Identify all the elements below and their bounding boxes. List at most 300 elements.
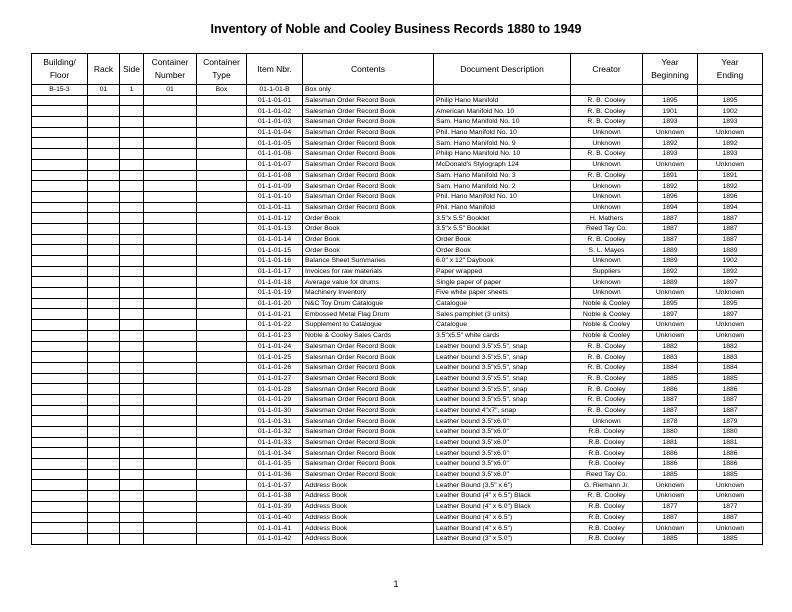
cell-year-ending: 1882	[698, 341, 763, 352]
cell-container-number	[144, 256, 197, 267]
cell-building-floor	[32, 362, 88, 373]
cell-document-description: Leather bound 3.5"x6.0"	[434, 437, 571, 448]
cell-contents: N&C Toy Drum Catalogue	[303, 298, 434, 309]
cell-year-beginning: Unknown	[643, 523, 698, 534]
cell-creator: R. B. Cooley	[571, 491, 643, 502]
cell-year-ending: 1895	[698, 95, 763, 106]
cell-container-type	[197, 95, 247, 106]
cell-container-number	[144, 384, 197, 395]
cell-rack	[88, 245, 120, 256]
cell-rack	[88, 330, 120, 341]
cell-building-floor	[32, 501, 88, 512]
cell-building-floor	[32, 352, 88, 363]
cell-contents: Salesman Order Record Book	[303, 170, 434, 181]
cell-document-description: 3.5"x5.5" white cards	[434, 330, 571, 341]
cell-document-description: Sam. Hano Manifold No. 2	[434, 181, 571, 192]
cell-building-floor	[32, 95, 88, 106]
cell-year-beginning: 1887	[643, 223, 698, 234]
table-row	[32, 256, 763, 267]
cell-rack	[88, 523, 120, 534]
cell-side	[120, 512, 144, 523]
cell-container-number	[144, 341, 197, 352]
column-header-text: Beginning	[651, 70, 689, 80]
cell-rack	[88, 427, 120, 438]
cell-rack	[88, 127, 120, 138]
table-row	[32, 362, 763, 373]
cell-contents: Salesman Order Record Book	[303, 127, 434, 138]
table-row	[32, 501, 763, 512]
cell-container-type	[197, 309, 247, 320]
cell-contents: Balance Sheet Summaries	[303, 256, 434, 267]
cell-year-beginning: 1881	[643, 437, 698, 448]
cell-item-nbr: 01-1-01-23	[247, 330, 303, 341]
table-header-row	[32, 54, 763, 85]
cell-year-beginning: 1889	[643, 256, 698, 267]
cell-side	[120, 320, 144, 331]
cell-contents: Salesman Order Record Book	[303, 352, 434, 363]
cell-container-type	[197, 245, 247, 256]
cell-side	[120, 170, 144, 181]
page-title: Inventory of Noble and Cooley Business Records 1880 to 1949	[210, 22, 582, 36]
cell-container-type	[197, 459, 247, 470]
cell-year-beginning: 1893	[643, 149, 698, 160]
cell-building-floor	[32, 437, 88, 448]
cell-creator: Unknown	[571, 181, 643, 192]
cell-item-nbr: 01-1-01-26	[247, 362, 303, 373]
cell-creator: Noble & Cooley	[571, 309, 643, 320]
cell-side	[120, 469, 144, 480]
cell-container-type	[197, 277, 247, 288]
cell-document-description: Leather bound 3.5"x5.5", snap	[434, 341, 571, 352]
cell-item-nbr: 01-1-01-09	[247, 181, 303, 192]
cell-container-type	[197, 416, 247, 427]
cell-container-type	[197, 427, 247, 438]
table-row	[32, 298, 763, 309]
cell-building-floor	[32, 512, 88, 523]
cell-rack	[88, 416, 120, 427]
cell-item-nbr: 01-1-01-41	[247, 523, 303, 534]
cell-container-type	[197, 330, 247, 341]
cell-year-beginning: 1892	[643, 138, 698, 149]
cell-document-description: Leather bound 3.5"x6.0"	[434, 459, 571, 470]
cell-container-number	[144, 170, 197, 181]
column-header-year-ending	[698, 54, 763, 85]
cell-item-nbr: 01-1-01-02	[247, 106, 303, 117]
cell-side	[120, 384, 144, 395]
cell-year-beginning: Unknown	[643, 288, 698, 299]
cell-year-beginning: 1887	[643, 405, 698, 416]
cell-building-floor	[32, 191, 88, 202]
cell-container-type	[197, 266, 247, 277]
cell-side	[120, 106, 144, 117]
cell-creator: S. L. Mayes	[571, 245, 643, 256]
cell-year-ending: Unknown	[698, 127, 763, 138]
cell-document-description: Philip Hano Manifold No. 10	[434, 149, 571, 160]
cell-rack	[88, 352, 120, 363]
cell-side	[120, 416, 144, 427]
cell-creator: Unknown	[571, 277, 643, 288]
cell-year-ending: 1884	[698, 362, 763, 373]
cell-document-description: Leather Bound (4" x 6.5")	[434, 512, 571, 523]
table-row	[32, 394, 763, 405]
cell-year-ending: 1886	[698, 384, 763, 395]
cell-rack	[88, 309, 120, 320]
cell-container-number	[144, 427, 197, 438]
cell-contents: Salesman Order Record Book	[303, 384, 434, 395]
cell-rack	[88, 469, 120, 480]
cell-rack	[88, 491, 120, 502]
cell-creator: R.B. Cooley	[571, 448, 643, 459]
cell-side: 1	[120, 85, 144, 96]
cell-year-ending: Unknown	[698, 159, 763, 170]
cell-item-nbr: 01-1-01-05	[247, 138, 303, 149]
cell-year-beginning: Unknown	[643, 330, 698, 341]
cell-year-beginning: 1895	[643, 95, 698, 106]
cell-item-nbr: 01-1-01-31	[247, 416, 303, 427]
cell-side	[120, 95, 144, 106]
cell-building-floor	[32, 448, 88, 459]
column-header-rack	[88, 54, 120, 85]
cell-side	[120, 448, 144, 459]
cell-container-number	[144, 362, 197, 373]
cell-rack	[88, 277, 120, 288]
cell-year-beginning: 1892	[643, 181, 698, 192]
cell-item-nbr: 01-1-01-32	[247, 427, 303, 438]
cell-container-type	[197, 469, 247, 480]
cell-document-description: Leather Bound (4" x 6.5")	[434, 523, 571, 534]
column-header-building-floor	[32, 54, 88, 85]
cell-creator: R.B. Cooley	[571, 512, 643, 523]
column-header-document-description	[434, 54, 571, 85]
cell-building-floor	[32, 309, 88, 320]
cell-creator: R. B. Cooley	[571, 117, 643, 128]
cell-side	[120, 491, 144, 502]
table-row	[32, 288, 763, 299]
cell-side	[120, 223, 144, 234]
cell-year-beginning: 1893	[643, 117, 698, 128]
cell-year-ending: 1897	[698, 309, 763, 320]
cell-item-nbr: 01-1-01-07	[247, 159, 303, 170]
table-row	[32, 277, 763, 288]
cell-year-ending: Unknown	[698, 330, 763, 341]
cell-building-floor	[32, 170, 88, 181]
cell-contents: Address Book	[303, 501, 434, 512]
table-row	[32, 384, 763, 395]
table-row	[32, 405, 763, 416]
cell-item-nbr: 01-1-01-20	[247, 298, 303, 309]
cell-container-number	[144, 202, 197, 213]
cell-item-nbr: 01-1-01-33	[247, 437, 303, 448]
column-header-container-number	[144, 54, 197, 85]
cell-year-beginning: 1901	[643, 106, 698, 117]
cell-building-floor	[32, 159, 88, 170]
cell-container-number	[144, 491, 197, 502]
cell-contents: Box only	[303, 85, 434, 96]
cell-building-floor	[32, 384, 88, 395]
cell-rack	[88, 106, 120, 117]
cell-rack	[88, 234, 120, 245]
cell-contents: Salesman Order Record Book	[303, 202, 434, 213]
cell-item-nbr: 01-1-01-14	[247, 234, 303, 245]
cell-year-ending: 1887	[698, 234, 763, 245]
cell-document-description: Sales pamphlet (3 units)	[434, 309, 571, 320]
table-row	[32, 309, 763, 320]
column-header-text: Ending	[716, 70, 744, 80]
cell-year-beginning: Unknown	[643, 127, 698, 138]
cell-item-nbr: 01-1-01-12	[247, 213, 303, 224]
cell-container-number	[144, 245, 197, 256]
cell-year-beginning	[643, 85, 698, 96]
cell-building-floor	[32, 213, 88, 224]
table-row	[32, 223, 763, 234]
cell-creator: R. B. Cooley	[571, 405, 643, 416]
cell-rack	[88, 170, 120, 181]
cell-building-floor	[32, 405, 88, 416]
cell-creator: R. B. Cooley	[571, 394, 643, 405]
column-header-text: Number	[154, 70, 186, 80]
cell-container-number	[144, 416, 197, 427]
cell-year-ending: 1883	[698, 352, 763, 363]
cell-rack	[88, 159, 120, 170]
cell-side	[120, 330, 144, 341]
cell-item-nbr: 01-1-01-08	[247, 170, 303, 181]
cell-side	[120, 298, 144, 309]
cell-container-number	[144, 330, 197, 341]
cell-contents: Salesman Order Record Book	[303, 117, 434, 128]
table-row	[32, 459, 763, 470]
cell-contents: Embossed Metal Flag Drum	[303, 309, 434, 320]
cell-year-beginning: Unknown	[643, 480, 698, 491]
cell-container-number	[144, 266, 197, 277]
cell-contents: Average value for drums	[303, 277, 434, 288]
cell-creator: Reed Tay Co.	[571, 469, 643, 480]
table-row	[32, 266, 763, 277]
cell-container-type	[197, 138, 247, 149]
table-row	[32, 330, 763, 341]
cell-year-beginning: 1891	[643, 170, 698, 181]
cell-contents: Salesman Order Record Book	[303, 373, 434, 384]
cell-contents: Salesman Order Record Book	[303, 394, 434, 405]
cell-item-nbr: 01-1-01-B	[247, 85, 303, 96]
cell-document-description: Catalogue	[434, 298, 571, 309]
cell-rack	[88, 223, 120, 234]
cell-year-ending: Unknown	[698, 523, 763, 534]
cell-container-number	[144, 191, 197, 202]
cell-container-type	[197, 149, 247, 160]
column-header-text: Type	[212, 70, 231, 80]
cell-item-nbr: 01-1-01-42	[247, 533, 303, 544]
cell-year-beginning: 1895	[643, 298, 698, 309]
cell-container-type	[197, 373, 247, 384]
cell-year-ending: Unknown	[698, 480, 763, 491]
cell-container-number	[144, 469, 197, 480]
cell-document-description: Philip Hano Manifold	[434, 95, 571, 106]
cell-building-floor	[32, 373, 88, 384]
cell-year-ending: 1887	[698, 394, 763, 405]
cell-building-floor	[32, 127, 88, 138]
cell-contents: Salesman Order Record Book	[303, 181, 434, 192]
cell-document-description: Leather bound 3.5"x5.5", snap	[434, 373, 571, 384]
cell-rack	[88, 405, 120, 416]
cell-building-floor	[32, 245, 88, 256]
cell-building-floor	[32, 202, 88, 213]
cell-container-number	[144, 149, 197, 160]
column-header-side	[120, 54, 144, 85]
cell-contents: Salesman Order Record Book	[303, 459, 434, 470]
cell-contents: Machinery Inventory	[303, 288, 434, 299]
column-header-container-type	[197, 54, 247, 85]
cell-container-type	[197, 384, 247, 395]
table-row	[32, 106, 763, 117]
cell-side	[120, 234, 144, 245]
cell-document-description: 3.5"x 5.5" Booklet	[434, 223, 571, 234]
cell-building-floor	[32, 117, 88, 128]
cell-rack	[88, 448, 120, 459]
cell-contents: Salesman Order Record Book	[303, 138, 434, 149]
cell-contents: Salesman Order Record Book	[303, 191, 434, 202]
cell-document-description: Leather bound 3.5"x6.0"	[434, 448, 571, 459]
cell-creator: Noble & Cooley	[571, 298, 643, 309]
cell-year-ending: 1879	[698, 416, 763, 427]
cell-contents: Order Book	[303, 245, 434, 256]
cell-document-description: Leather bound 3.5"x6.0"	[434, 427, 571, 438]
column-header-text: Rack	[93, 63, 114, 74]
cell-rack	[88, 501, 120, 512]
cell-container-number	[144, 95, 197, 106]
table-row	[32, 469, 763, 480]
cell-year-ending: 1886	[698, 459, 763, 470]
cell-side	[120, 256, 144, 267]
cell-container-number	[144, 117, 197, 128]
cell-contents: Noble & Cooley Sales Cards	[303, 330, 434, 341]
cell-contents: Address Book	[303, 480, 434, 491]
cell-item-nbr: 01-1-01-34	[247, 448, 303, 459]
cell-contents: Order Book	[303, 223, 434, 234]
cell-year-ending: 1896	[698, 191, 763, 202]
cell-side	[120, 149, 144, 160]
inventory-table	[31, 53, 763, 545]
column-header-item-nbr	[247, 54, 303, 85]
cell-building-floor	[32, 298, 88, 309]
cell-building-floor: B-15-3	[32, 85, 88, 96]
cell-container-type	[197, 106, 247, 117]
cell-year-ending: 1885	[698, 373, 763, 384]
cell-creator: Suppliers	[571, 266, 643, 277]
cell-year-ending: 1881	[698, 437, 763, 448]
cell-creator: Noble & Cooley	[571, 320, 643, 331]
cell-container-number	[144, 298, 197, 309]
cell-creator: Unknown	[571, 127, 643, 138]
cell-container-number	[144, 480, 197, 491]
cell-item-nbr: 01-1-01-39	[247, 501, 303, 512]
cell-year-beginning: 1887	[643, 213, 698, 224]
cell-contents: Supplement to Catalogue	[303, 320, 434, 331]
cell-document-description: Order Book	[434, 245, 571, 256]
table-row	[32, 234, 763, 245]
cell-document-description: Catalogue	[434, 320, 571, 331]
cell-item-nbr: 01-1-01-30	[247, 405, 303, 416]
cell-rack	[88, 373, 120, 384]
table-row	[32, 170, 763, 181]
cell-container-type	[197, 448, 247, 459]
cell-item-nbr: 01-1-01-38	[247, 491, 303, 502]
cell-creator: R. B. Cooley	[571, 234, 643, 245]
cell-year-beginning: 1886	[643, 384, 698, 395]
column-header-text: Item Nbr.	[257, 63, 292, 74]
cell-container-number	[144, 437, 197, 448]
cell-container-type	[197, 181, 247, 192]
cell-rack	[88, 138, 120, 149]
cell-side	[120, 159, 144, 170]
cell-item-nbr: 01-1-01-17	[247, 266, 303, 277]
cell-building-floor	[32, 427, 88, 438]
cell-document-description	[434, 85, 571, 96]
cell-year-beginning: 1885	[643, 533, 698, 544]
cell-container-number	[144, 127, 197, 138]
cell-container-type	[197, 512, 247, 523]
cell-container-number	[144, 234, 197, 245]
cell-container-number	[144, 138, 197, 149]
cell-container-type	[197, 213, 247, 224]
cell-item-nbr: 01-1-01-36	[247, 469, 303, 480]
cell-year-ending: 1902	[698, 256, 763, 267]
cell-container-type	[197, 491, 247, 502]
cell-year-beginning: 1887	[643, 234, 698, 245]
cell-container-type	[197, 298, 247, 309]
cell-contents: Address Book	[303, 533, 434, 544]
column-header-text: Year	[721, 57, 739, 67]
table-row	[32, 512, 763, 523]
cell-contents: Salesman Order Record Book	[303, 149, 434, 160]
cell-creator: H. Mathers	[571, 213, 643, 224]
cell-rack	[88, 362, 120, 373]
cell-building-floor	[32, 266, 88, 277]
cell-contents: Salesman Order Record Book	[303, 95, 434, 106]
cell-contents: Order Book	[303, 234, 434, 245]
cell-creator: Unknown	[571, 256, 643, 267]
column-header-text: Document Description	[460, 63, 544, 74]
cell-rack	[88, 202, 120, 213]
cell-creator: R. B. Cooley	[571, 352, 643, 363]
cell-document-description: Leather bound 3.5"x5.5", snap	[434, 394, 571, 405]
cell-document-description: Leather Bound (4" x 6.0") Black	[434, 501, 571, 512]
cell-document-description: Phil. Hano Manifold No. 10	[434, 127, 571, 138]
cell-side	[120, 288, 144, 299]
cell-side	[120, 127, 144, 138]
table-row	[32, 491, 763, 502]
cell-creator: Unknown	[571, 416, 643, 427]
cell-creator: R. B. Cooley	[571, 106, 643, 117]
cell-container-type	[197, 170, 247, 181]
cell-building-floor	[32, 149, 88, 160]
cell-year-beginning: 1880	[643, 427, 698, 438]
cell-contents: Salesman Order Record Book	[303, 405, 434, 416]
cell-year-ending: 1892	[698, 266, 763, 277]
cell-contents: Salesman Order Record Book	[303, 159, 434, 170]
cell-year-beginning: Unknown	[643, 320, 698, 331]
cell-building-floor	[32, 256, 88, 267]
cell-contents: Salesman Order Record Book	[303, 427, 434, 438]
cell-creator: Unknown	[571, 202, 643, 213]
cell-contents: Salesman Order Record Book	[303, 362, 434, 373]
cell-year-ending: Unknown	[698, 288, 763, 299]
cell-year-ending: Unknown	[698, 320, 763, 331]
cell-year-beginning: 1892	[643, 266, 698, 277]
table-row	[32, 373, 763, 384]
cell-building-floor	[32, 416, 88, 427]
cell-container-number	[144, 213, 197, 224]
cell-rack	[88, 266, 120, 277]
